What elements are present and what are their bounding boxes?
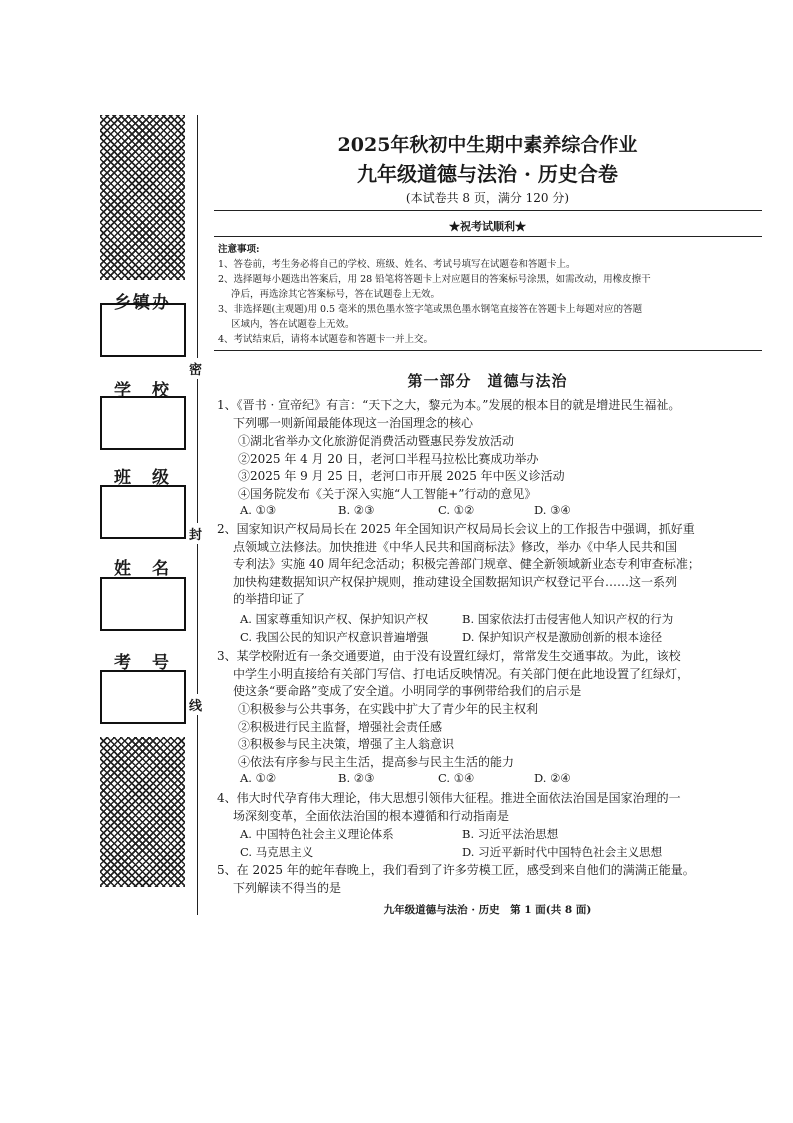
- option-a[interactable]: A. 国家尊重知识产权、保护知识产权: [240, 612, 429, 626]
- option-b[interactable]: B. ②③: [338, 771, 375, 785]
- option-a[interactable]: A. ①②: [240, 771, 277, 785]
- class-field[interactable]: [100, 485, 186, 539]
- page-footer: 九年级道德与法治 · 历史 第 1 面(共 8 面): [383, 904, 592, 916]
- option-c[interactable]: C. 马克思主义: [240, 845, 314, 859]
- statement-item: ②积极进行民主监督，增强社会责任感: [238, 719, 443, 734]
- question-line: 1、《晋书 · 宣帝纪》有言：“天下之大，黎元为本。”发展的根本目的就是增进民生福祉。: [217, 398, 681, 412]
- question-line: 的举措印证了: [233, 592, 306, 606]
- notice-line: 区域内，答在试题卷上无效。: [231, 319, 355, 330]
- name-field[interactable]: [100, 577, 186, 631]
- exam-title: 2025年秋初中生期中素养综合作业: [337, 134, 638, 156]
- question-line: 下列解读不得当的是: [233, 880, 342, 895]
- school-field[interactable]: [100, 396, 186, 450]
- notice-line: 2、选择题每小题选出答案后，用 28 铅笔将答题卡上对应题目的答案标号涂黑，如需改动，用橡皮擦干: [218, 274, 651, 285]
- seal-line: [197, 115, 198, 915]
- question-line: 3、某学校附近有一条交通要道，由于没有设置红绿灯，常常发生交通事故。为此，该校: [217, 649, 681, 663]
- question-line: 加快构建数据知识产权保护规则，推动建设全国数据知识产权登记平台……这一系列: [233, 574, 678, 589]
- option-b[interactable]: B. 习近平法治思想: [462, 827, 559, 841]
- binding-pattern-top: [100, 115, 185, 280]
- option-d[interactable]: D. ②④: [534, 771, 571, 785]
- question-line: 2、国家知识产权局局长在 2025 年全国知识产权局局长会议上的工作报告中强调，抓好重: [217, 522, 695, 536]
- option-b[interactable]: B. ②③: [338, 503, 375, 517]
- question-line: 中学生小明直接给有关部门写信、打电话反映情况。有关部门便在此地设置了红绿灯，: [233, 666, 690, 681]
- school-label: 学 校: [114, 381, 171, 401]
- divider: [214, 210, 762, 211]
- statement-item: ②2025 年 4 月 20 日，老河口半程马拉松比赛成功举办: [238, 451, 539, 466]
- question-3-items: [238, 701, 538, 771]
- exam-number-label: 考 号: [114, 653, 171, 673]
- option-d[interactable]: D. ③④: [534, 503, 571, 517]
- good-luck-text: ★祝考试顺利★: [449, 220, 526, 233]
- question-line: 点领域立法修法。加快推进《中华人民共和国商标法》修改，举办《中华人民共和国: [233, 539, 678, 554]
- question-2-stem: [217, 521, 700, 609]
- notice-block: [218, 242, 763, 347]
- question-line: 专利法》实施 40 周年纪念活动；积极完善部门规章、健全新领域新业态专利审查标准；: [233, 557, 700, 571]
- option-b[interactable]: B. 国家依法打击侵害他人知识产权的行为: [462, 612, 674, 626]
- seal-char-mi: 密: [189, 358, 202, 379]
- option-a[interactable]: A. ①③: [240, 503, 277, 517]
- statement-item: ④国务院发布《关于深入实施“人工智能+”行动的意见》: [238, 486, 537, 501]
- township-field[interactable]: [100, 303, 186, 357]
- question-3-stem: [217, 648, 689, 701]
- question-1-stem: [217, 397, 680, 432]
- statement-item: ③2025 年 9 月 25 日，老河口市开展 2025 年中医义诊活动: [238, 469, 565, 483]
- question-line: 使这条“要命路”变成了安全道。小明同学的事例带给我们的启示是: [233, 684, 582, 698]
- option-c[interactable]: C. ①④: [438, 771, 475, 785]
- notice-line: 3、非选择题(主观题)用 0.5 毫米的黑色墨水签字笔或黑色墨水钢笔直接答在答题卡上每题对应的答题: [218, 304, 643, 315]
- notice-line: 1、答卷前，考生务必将自己的学校、班级、姓名、考试号填写在试题卷和答题卡上。: [218, 259, 576, 270]
- binding-pattern-bottom: [100, 737, 185, 887]
- question-5-stem: [217, 862, 695, 897]
- statement-item: ①湖北省举办文化旅游促消费活动暨惠民券发放活动: [238, 434, 515, 448]
- notice-line: 4、考试结束后，请将本试题卷和答题卡一并上交。: [218, 334, 434, 345]
- seal-char-feng: 封: [189, 523, 202, 544]
- class-label: 班 级: [114, 468, 171, 488]
- exam-subject-title: 九年级道德与法治 · 历史合卷: [357, 162, 618, 186]
- statement-item: ④依法有序参与民主生活，提高参与民主生活的能力: [238, 754, 515, 769]
- divider: [214, 236, 762, 237]
- option-c[interactable]: C. 我国公民的知识产权意识普遍增强: [240, 630, 429, 644]
- statement-item: ③积极参与民主决策，增强了主人翁意识: [238, 737, 455, 751]
- name-label: 姓 名: [114, 559, 171, 579]
- notice-heading: 注意事项:: [218, 244, 260, 255]
- divider: [214, 350, 762, 351]
- notice-line: 净后，再选涂其它答案标号，答在试题卷上无效。: [231, 289, 441, 300]
- exam-number-field[interactable]: [100, 670, 186, 724]
- question-4-stem: [217, 790, 681, 825]
- section-title: 第一部分 道德与法治: [407, 372, 568, 390]
- township-label: 乡镇办: [114, 293, 171, 313]
- question-1-items: [238, 433, 565, 503]
- question-line: 下列哪一则新闻最能体现这一治国理念的核心: [233, 415, 474, 430]
- option-c[interactable]: C. ①②: [438, 503, 475, 517]
- question-line: 场深刻变革，全面依法治国的根本遵循和行动指南是: [233, 808, 510, 823]
- statement-item: ①积极参与公共事务，在实践中扩大了青少年的民主权利: [238, 702, 539, 716]
- question-line: 5、在 2025 年的蛇年春晚上，我们看到了许多劳模工匠，感受到来自他们的满满正能量。: [217, 863, 695, 877]
- question-line: 4、伟大时代孕育伟大理论，伟大思想引领伟大征程。推进全面依法治国是国家治理的一: [217, 791, 681, 805]
- option-d[interactable]: D. 习近平新时代中国特色社会主义思想: [462, 845, 663, 859]
- option-a[interactable]: A. 中国特色社会主义理论体系: [240, 827, 394, 841]
- exam-info: (本试卷共 8 页，满分 120 分): [405, 191, 570, 205]
- option-d[interactable]: D. 保护知识产权是激励创新的根本途径: [462, 630, 663, 644]
- seal-char-xian: 线: [189, 694, 202, 715]
